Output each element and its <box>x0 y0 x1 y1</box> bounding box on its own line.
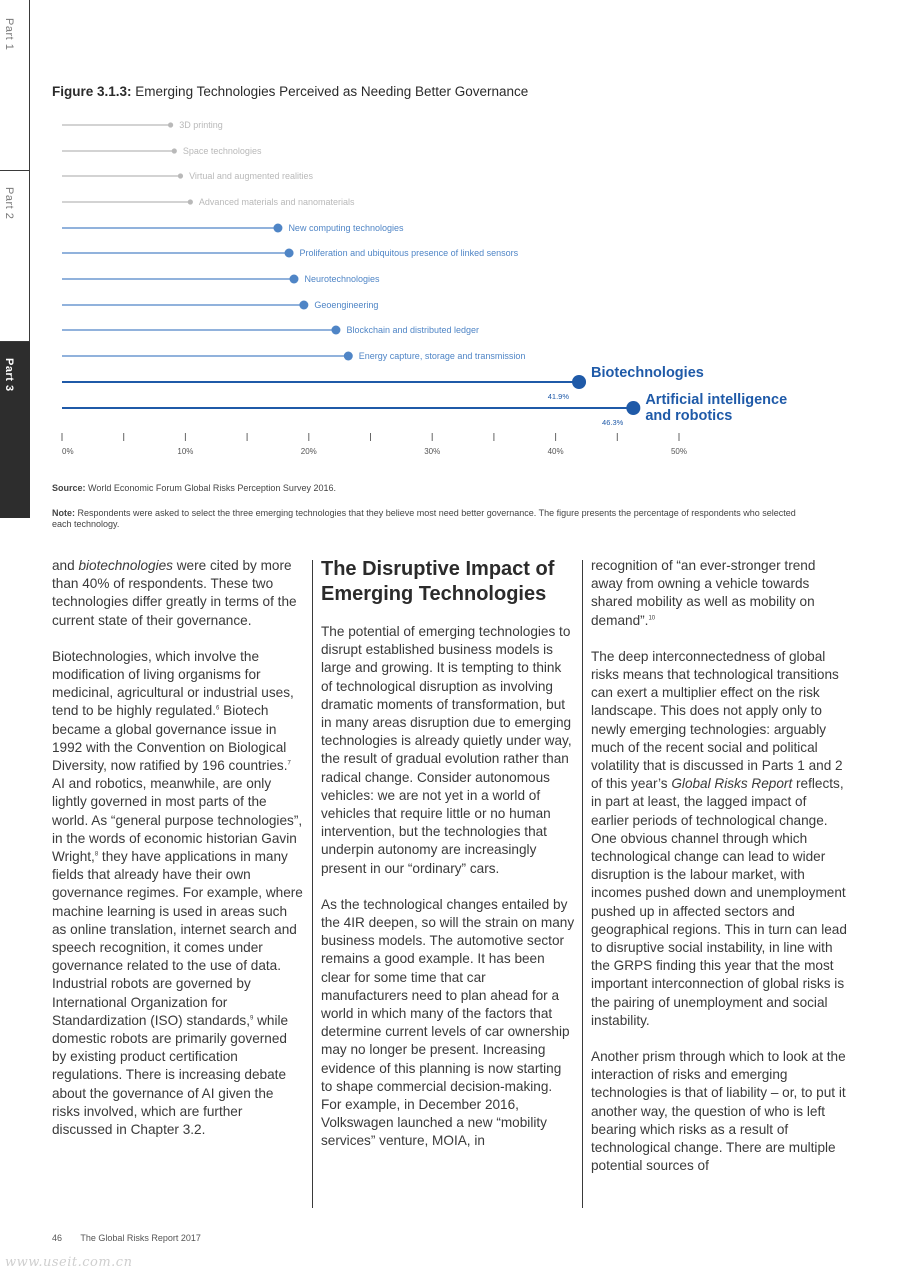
figure-label: Figure 3.1.3: <box>52 84 132 99</box>
source-label: Source: <box>52 483 86 493</box>
footnote-ref[interactable]: 6 <box>216 705 220 712</box>
category-label: Geoengineering <box>314 300 379 311</box>
text-run: The deep interconnectedness of global risks means that technological transitions can exert a multiplier effect on the risk landscape. This does not apply only to newly emerging technologies: arguably much of the recent social and political volatility that is discussed in Parts 1 and 2 of this year’s <box>591 648 843 792</box>
column-divider <box>312 560 313 1208</box>
page-footer <box>52 1233 201 1243</box>
text-run: AI and robotics, meanwhile, are only lightly governed in most parts of the world. As “general purpose technologies”, in the words of economic historian Gavin Wright, <box>52 776 303 865</box>
paragraph <box>591 557 847 630</box>
data-label: 41.9% <box>547 392 570 401</box>
category-label: and robotics <box>645 408 733 424</box>
section-heading: The Disruptive Impact of Emerging Technologies <box>321 558 555 605</box>
data-point <box>331 326 340 335</box>
dot-line-chart <box>0 110 860 460</box>
data-point <box>172 148 177 153</box>
side-tab-label: Part 2 <box>3 187 15 220</box>
tick-label: 40% <box>547 447 564 456</box>
side-tab-label: Part 3 <box>3 358 15 392</box>
note-label: Note: <box>52 508 75 518</box>
data-point <box>299 301 308 310</box>
text-column-3 <box>591 557 847 1194</box>
text-run: while domestic robots are primarily governed by existing product certification regulations. There is increasing debate about the governance of AI given the risks involved, which are further discussed in Chapter 3.2. <box>52 1012 289 1138</box>
watermark: www.useit.com.cn <box>5 1255 133 1270</box>
figure-source <box>52 483 336 493</box>
figure-title <box>52 84 528 99</box>
category-label: Advanced materials and nanomaterials <box>198 197 355 208</box>
footnote-ref[interactable]: 10 <box>648 615 656 622</box>
tick-label: 20% <box>300 447 317 456</box>
text-run: and <box>52 558 79 573</box>
paragraph: As the technological changes entailed by the 4IR deepen, so will the strain on many business models. The automotive sector remains a good example. It has been clear for some time that car manufacturers need to plan ahead for a world in which many of the factors that determine current levels of car ownership may no longer be present. Increasing evidence of this planning is now starting to shape commercial decision-making. For example, in December 2016, Volkswagen launched a new “mobility services” venture, MOIA, in <box>321 896 575 1149</box>
text-column-2 <box>321 557 575 1169</box>
category-label: Neurotechnologies <box>304 274 380 285</box>
category-label: Proliferation and ubiquitous presence of linked sensors <box>299 248 519 259</box>
footnote-ref[interactable]: 8 <box>94 851 99 858</box>
publication-title: The Global Risks Report 2017 <box>80 1233 201 1243</box>
data-point <box>572 375 586 389</box>
note-text: Respondents were asked to select the three emerging technologies that they believe most need better governance. The figure presents the percentage of respondents who selected each technology. <box>52 508 796 529</box>
paragraph: The potential of emerging technologies to disrupt established business models is large and growing. It is tempting to think of technological disruption as involving dramatic moments of transformation, but in many areas disruption due to emerging technologies is already quietly under way, the result of gradual evolution rather than radical change. Consider autonomous vehicles: we are not yet in a world of vehicles that require little or no human intervention, but the technologies that underpin autonomy are increasingly present in our “ordinary” cars. <box>321 624 572 876</box>
tick-label: 50% <box>670 447 688 456</box>
category-label: New computing technologies <box>288 223 404 234</box>
figure-title-text: Emerging Technologies Perceived as Needing Better Governance <box>135 84 529 99</box>
category-label: Virtual and augmented realities <box>189 171 313 182</box>
data-point <box>273 224 282 233</box>
text-emphasis: Global Risks Report <box>671 776 793 792</box>
tick-label: 30% <box>424 447 441 456</box>
paragraph <box>52 648 304 1139</box>
tick-label: 10% <box>177 447 194 456</box>
category-label: Energy capture, storage and transmission <box>358 351 526 362</box>
text-run: they have applications in many fields that already have their own governance regimes. For example, where machine learning is used in areas such as online translation, internet search and speech recognition, it comes under governance related to the use of data. Industrial robots are governed by International Organization for Standardization (ISO) standards, <box>52 849 303 1028</box>
figure-note <box>52 508 812 530</box>
footnote-ref[interactable]: 9 <box>249 1015 254 1022</box>
tick-label: 0% <box>62 447 74 456</box>
category-label: 3D printing <box>179 120 223 131</box>
column-divider <box>582 560 583 1208</box>
text-run: reflects, in part at least, the lagged impact of earlier periods of technological change. One obvious channel through which technological change can lead to wider disruption is the labour market, with incomes pushed down and unemployment pushed up in affected sectors and geographical regions. This in turn can lead to disruptive social instability, in line with the GRPS finding this year that the most important interconnection of global risks is the pairing of unemployment and social instability. <box>591 776 847 1028</box>
text-run: recognition of “an ever-stronger trend away from owning a vehicle towards shared mobility as well as mobility on demand”. <box>591 558 816 628</box>
paragraph <box>52 557 304 630</box>
data-point <box>168 122 173 127</box>
data-point <box>178 173 183 178</box>
category-label: Biotechnologies <box>591 365 704 381</box>
category-label: Artificial intelligence <box>645 392 788 408</box>
data-point <box>289 275 298 284</box>
footnote-ref[interactable]: 7 <box>287 760 291 767</box>
category-label: Blockchain and distributed ledger <box>346 325 480 336</box>
side-tab-label: Part 1 <box>3 18 15 51</box>
text-run: were cited by more than 40% of respondents. These two technologies differ greatly in terms of the current state of their governance. <box>52 558 297 628</box>
source-text: World Economic Forum Global Risks Perception Survey 2016. <box>88 483 336 493</box>
data-point <box>285 249 294 258</box>
paragraph: Another prism through which to look at the interaction of risks and emerging technologies is that of liability – or, to put it another way, the question of who is left bearing which risks as a result of technological change. There are multiple potential sources of <box>591 1049 846 1174</box>
data-point <box>188 199 193 204</box>
data-point <box>626 401 640 415</box>
text-run: Biotech became a global governance issue in 1992 with the Convention on Biological Diversity, now ratified by 196 countries. <box>52 703 288 774</box>
text-column-1 <box>52 557 304 1157</box>
text-run: Biotechnologies, which involve the modification of living organisms for medicinal, agricultural or industrial uses, tend to be highly regulated. <box>52 648 294 719</box>
data-point <box>344 352 353 361</box>
data-label: 46.3% <box>602 418 624 427</box>
category-label: Space technologies <box>182 146 262 157</box>
text-emphasis: biotechnologies <box>78 558 173 573</box>
page-number: 46 <box>52 1233 63 1243</box>
paragraph <box>591 648 847 1030</box>
